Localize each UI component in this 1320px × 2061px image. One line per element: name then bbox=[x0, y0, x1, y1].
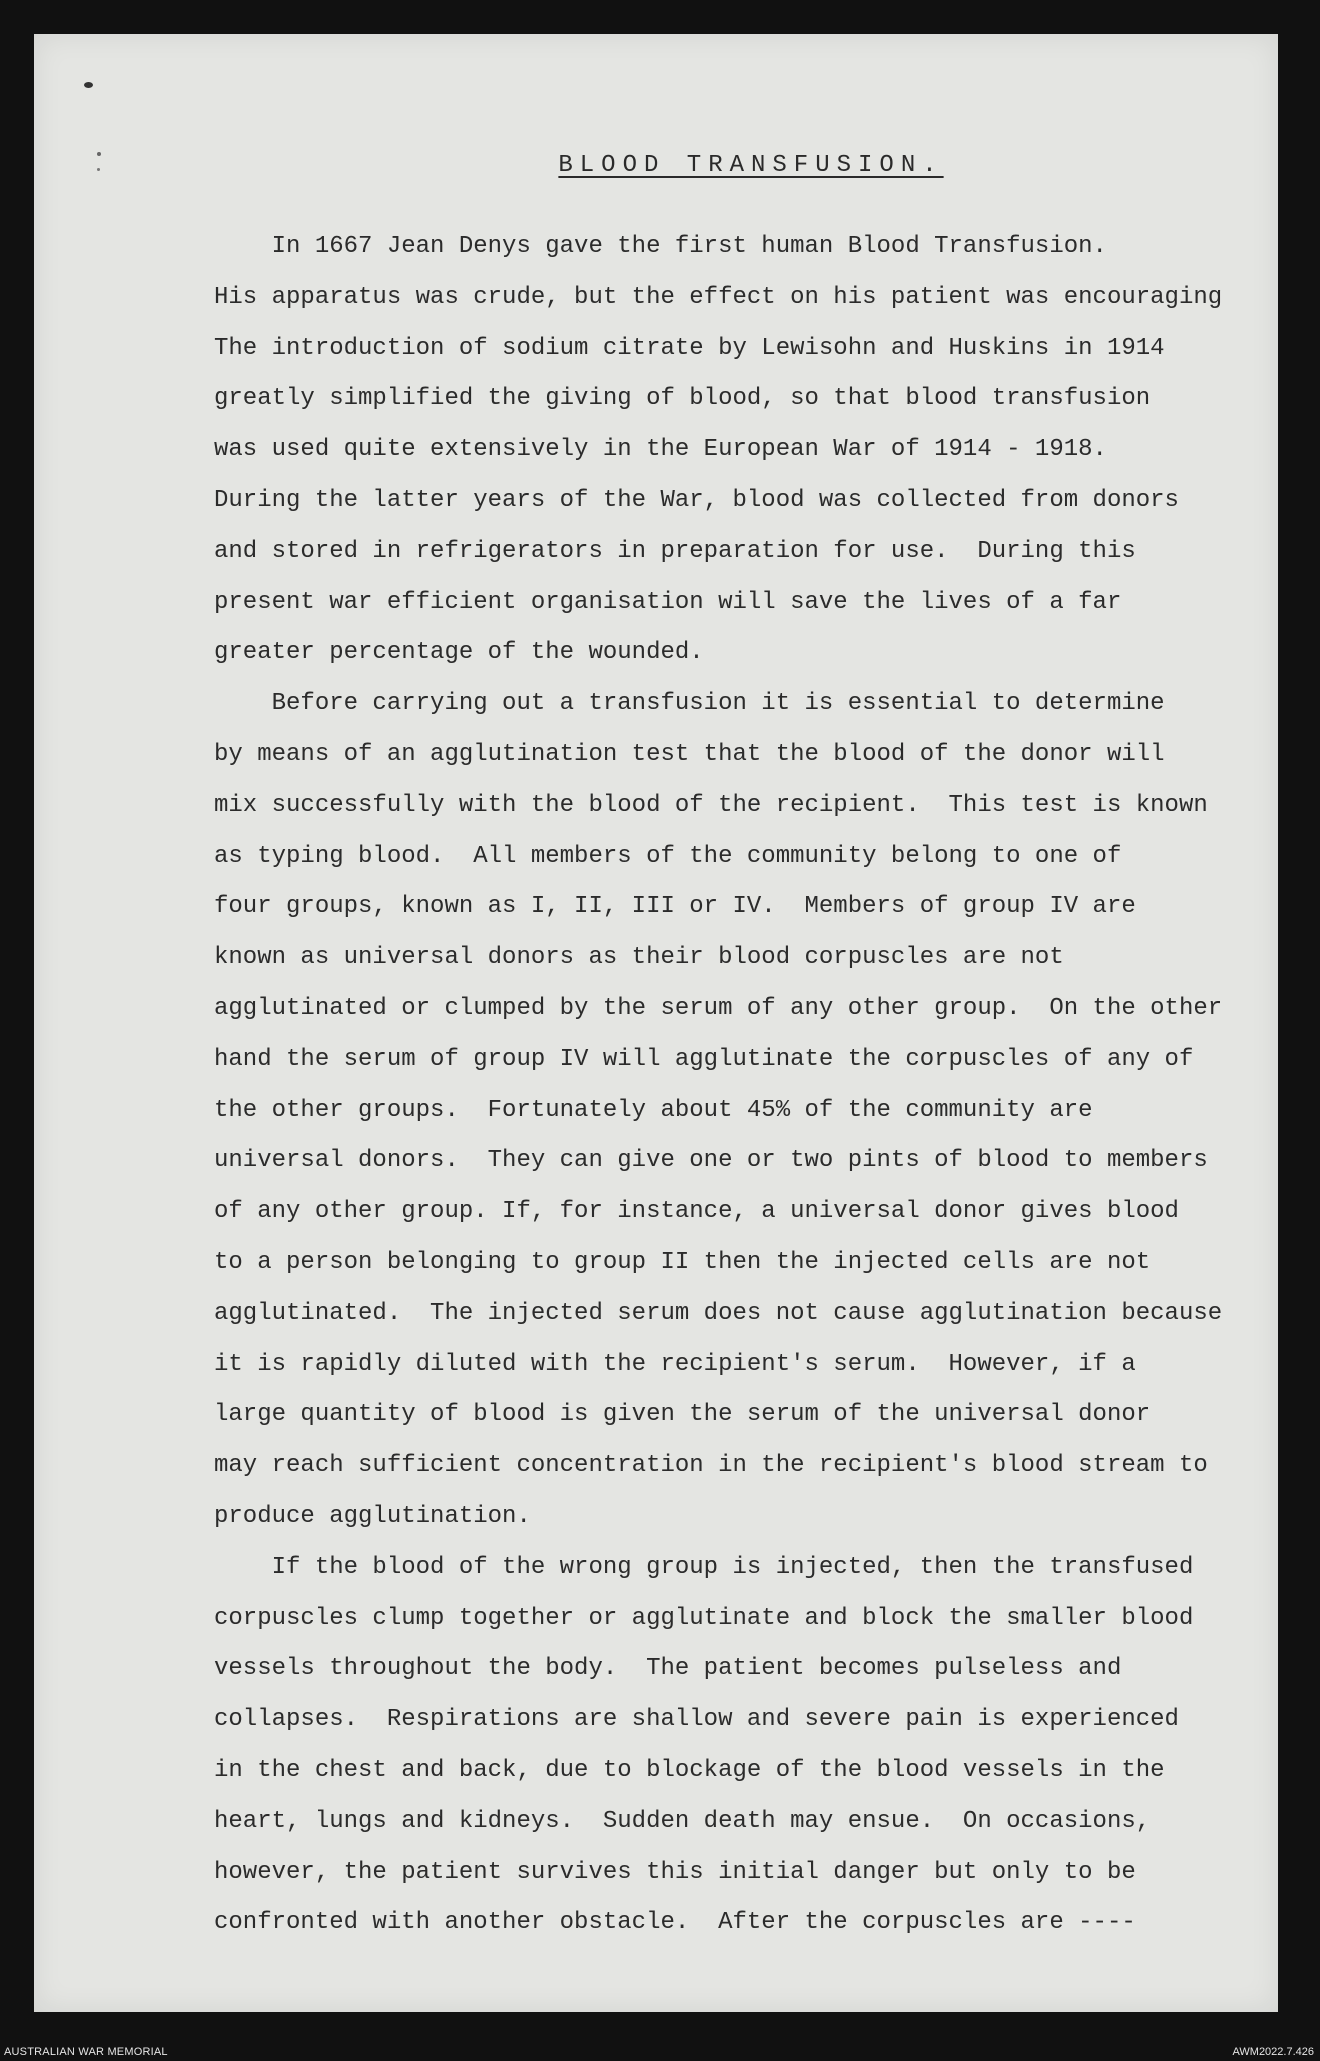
text-line: agglutinated. The injected serum does not cause agglutination because bbox=[214, 1299, 1223, 1327]
text-line: produce agglutination. bbox=[214, 1502, 531, 1530]
text-line: universal donors. They can give one or two pints of blood to members bbox=[214, 1147, 1208, 1175]
text-line: His apparatus was crude, but the effect on his patient was encouraging bbox=[214, 283, 1223, 311]
text-line: known as universal donors as their blood corpuscles are not bbox=[214, 944, 1064, 972]
text-line: was used quite extensively in the European War of 1914 - 1918. bbox=[214, 436, 1107, 464]
text-line: as typing blood. All members of the community belong to one of bbox=[214, 842, 1122, 870]
text-line: agglutinated or clumped by the serum of any other group. On the other bbox=[214, 994, 1223, 1022]
document-body bbox=[214, 222, 1274, 1949]
text-line: the other groups. Fortunately about 45% of the community are bbox=[214, 1096, 1093, 1124]
archive-reference: AWM2022.7.426 bbox=[1232, 2046, 1314, 2058]
text-line: Before carrying out a transfusion it is essential to determine bbox=[214, 690, 1165, 718]
document-title: BLOOD TRANSFUSION. bbox=[558, 152, 944, 179]
text-line: The introduction of sodium citrate by Lewisohn and Huskins in 1914 bbox=[214, 334, 1165, 362]
text-line: corpuscles clump together or agglutinate and block the smaller blood bbox=[214, 1604, 1194, 1632]
text-line: greater percentage of the wounded. bbox=[214, 639, 704, 667]
text-line: mix successfully with the blood of the recipient. This test is known bbox=[214, 791, 1208, 819]
archive-credit: AUSTRALIAN WAR MEMORIAL bbox=[4, 2046, 168, 2058]
text-line: If the blood of the wrong group is injected, then the transfused bbox=[214, 1553, 1194, 1581]
text-line: to a person belonging to group II then the injected cells are not bbox=[214, 1248, 1151, 1276]
text-line: may reach sufficient concentration in the recipient's blood stream to bbox=[214, 1452, 1208, 1480]
text-line: four groups, known as I, II, III or IV. Members of group IV are bbox=[214, 893, 1136, 921]
text-line: greatly simplified the giving of blood, so that blood transfusion bbox=[214, 385, 1151, 413]
text-line: it is rapidly diluted with the recipient's serum. However, if a bbox=[214, 1350, 1136, 1378]
text-line: confronted with another obstacle. After the corpuscles are ---- bbox=[214, 1909, 1136, 1937]
text-line: however, the patient survives this initial danger but only to be bbox=[214, 1858, 1136, 1886]
text-line: vessels throughout the body. The patient becomes pulseless and bbox=[214, 1655, 1122, 1683]
text-line: and stored in refrigerators in preparation for use. During this bbox=[214, 537, 1136, 565]
document-page bbox=[34, 34, 1278, 2012]
ink-mark bbox=[84, 82, 93, 88]
text-line: heart, lungs and kidneys. Sudden death may ensue. On occasions, bbox=[214, 1807, 1151, 1835]
text-line: present war efficient organisation will save the lives of a far bbox=[214, 588, 1122, 616]
text-line: hand the serum of group IV will agglutinate the corpuscles of any of bbox=[214, 1045, 1194, 1073]
text-line: by means of an agglutination test that the blood of the donor will bbox=[214, 740, 1165, 768]
text-line: of any other group. If, for instance, a universal donor gives blood bbox=[214, 1198, 1179, 1226]
text-line: large quantity of blood is given the serum of the universal donor bbox=[214, 1401, 1151, 1429]
text-line: During the latter years of the War, blood was collected from donors bbox=[214, 486, 1179, 514]
text-line: in the chest and back, due to blockage of the blood vessels in the bbox=[214, 1756, 1165, 1784]
text-line: In 1667 Jean Denys gave the first human Blood Transfusion. bbox=[214, 233, 1107, 260]
text-line: collapses. Respirations are shallow and severe pain is experienced bbox=[214, 1706, 1179, 1734]
